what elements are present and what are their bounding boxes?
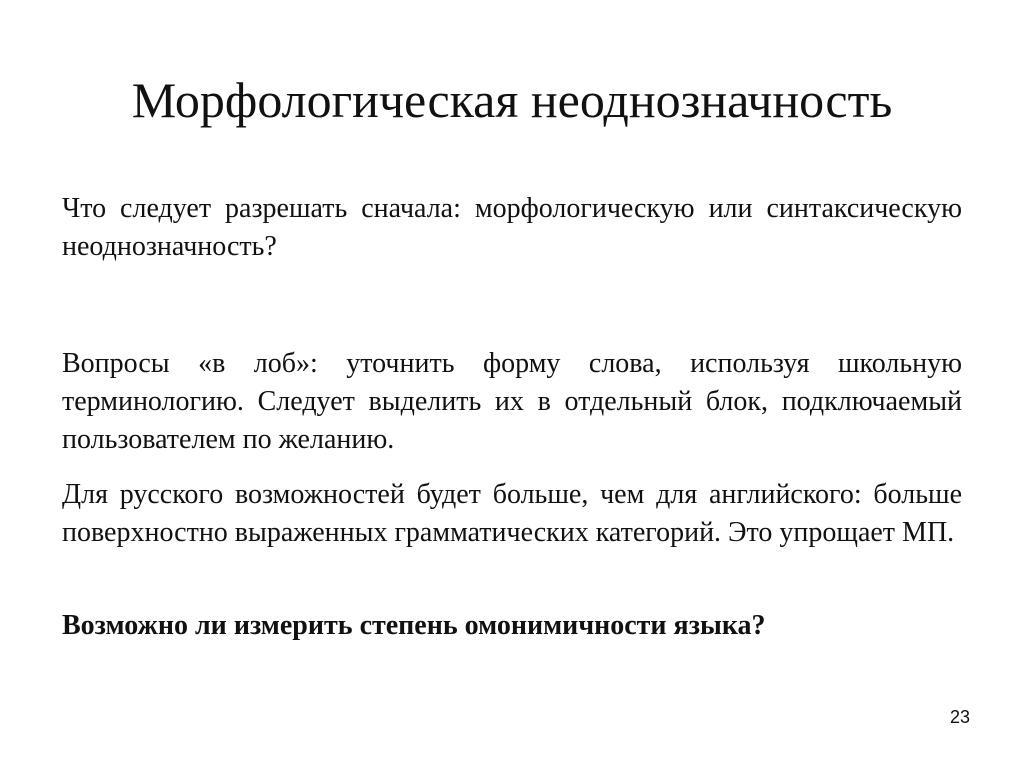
paragraph-ambiguity-order: Что следует разрешать сначала: морфологическую или синтаксическую неоднозначность? <box>62 193 962 262</box>
bold-question: Возможно ли измерить степень омонимичности языка? <box>62 610 766 641</box>
page-number: 23 <box>949 707 970 727</box>
paragraph-direct-questions: Вопросы «в лоб»: уточнить форму слова, используя школьную терминологию. Следует выделить их в отдельный блок, подключаемый пользователем по желанию. <box>62 348 962 455</box>
paragraph-russian-vs-english: Для русского возможностей будет больше, чем для английского: больше поверхностно выраженных грамматических категорий. Это упрощает МП. <box>62 479 962 548</box>
slide-title: Морфологическая неоднозначность <box>131 72 893 128</box>
